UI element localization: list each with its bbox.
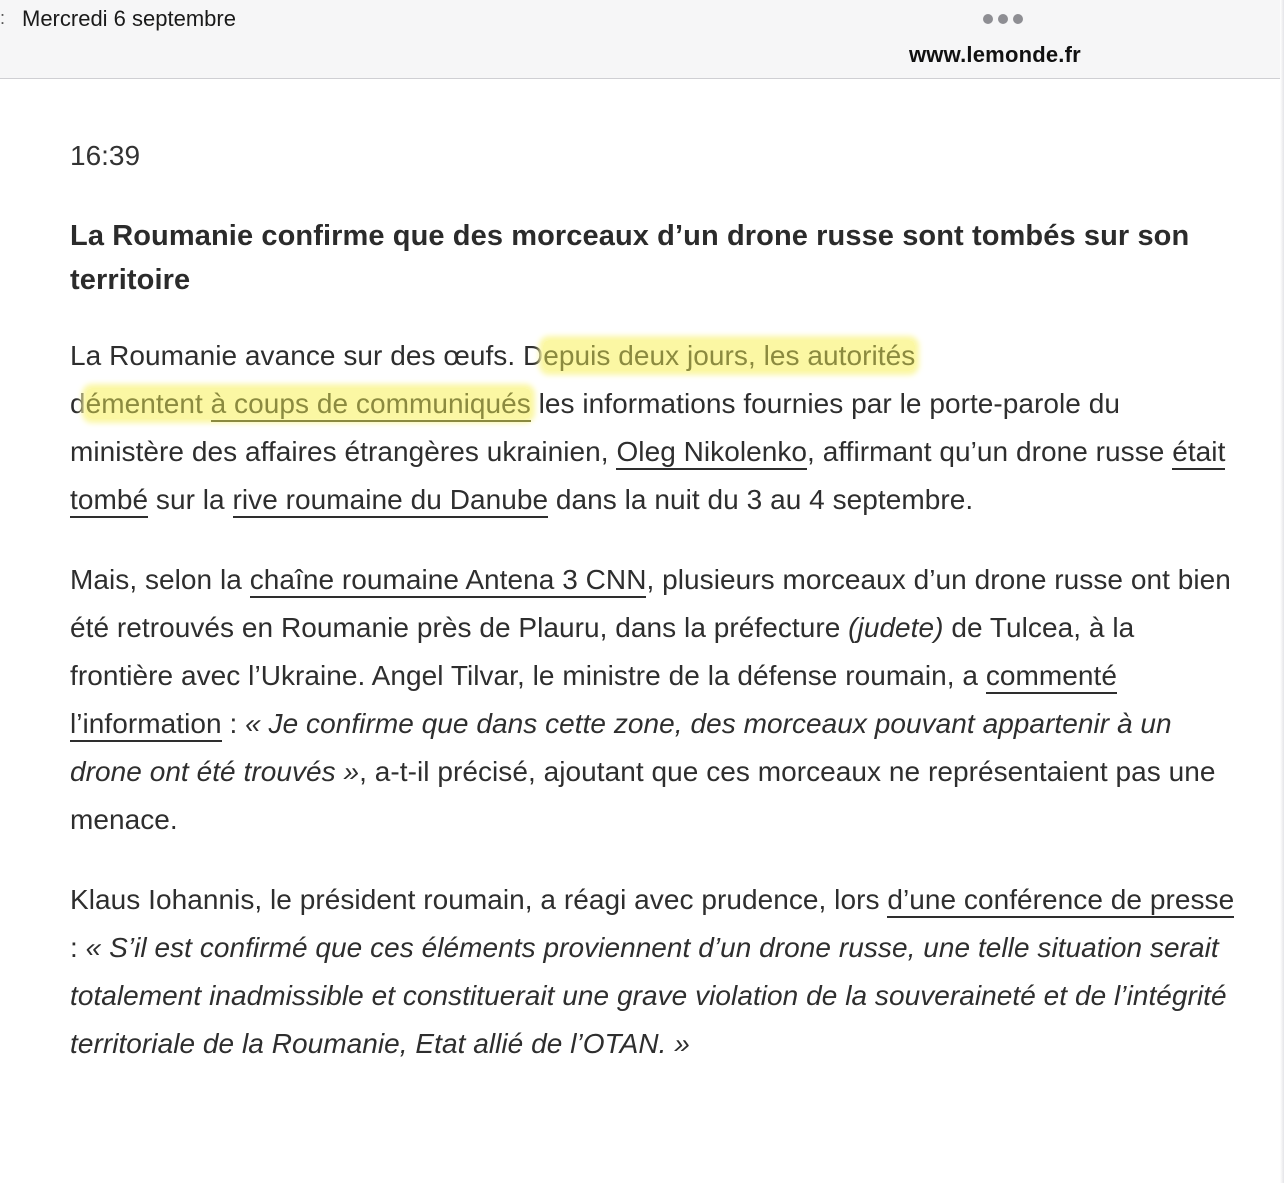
italic-term: (judete) bbox=[848, 612, 944, 643]
text: , a-t-il précisé, ajoutant que ces morceaux ne représentaient pas une menace. bbox=[70, 756, 1216, 835]
text: : bbox=[70, 932, 86, 963]
link-communiques[interactable]: à coups de communiqués bbox=[211, 388, 531, 422]
url-label[interactable]: www.lemonde.fr bbox=[909, 42, 1081, 67]
text: dans la nuit du 3 au 4 septembre. bbox=[548, 484, 974, 515]
link-conference-de-presse[interactable]: d’une conférence de presse bbox=[887, 884, 1234, 918]
text: La Roumanie avance sur des œufs. D bbox=[70, 340, 544, 371]
status-date: Mercredi 6 septembre bbox=[22, 6, 236, 31]
live-article bbox=[70, 120, 1240, 1068]
link-etait-tombe[interactable]: était tombé bbox=[70, 436, 1225, 518]
text: sur la bbox=[148, 484, 233, 515]
highlight bbox=[86, 388, 531, 419]
text: Mais, selon la bbox=[70, 564, 250, 595]
link-oleg-nikolenko[interactable]: Oleg Nikolenko bbox=[616, 436, 807, 470]
highlighted-text: epuis deux jours, les autorités bbox=[543, 340, 916, 371]
dot bbox=[1013, 14, 1023, 24]
text: d bbox=[70, 388, 86, 419]
text: Klaus Iohannis, le président roumain, a réagi avec prudence, lors bbox=[70, 884, 888, 915]
text: , affirmant qu’un drone russe bbox=[807, 436, 1173, 467]
text: , plusieurs morceaux d’un drone russe ont bien été retrouvés en Roumanie près de Plauru, dans la préfecture bbox=[70, 564, 1231, 643]
text: : bbox=[221, 708, 246, 739]
ellipsis-icon[interactable] bbox=[983, 14, 1023, 24]
browser-status-bar bbox=[0, 0, 1284, 79]
scroll-edge bbox=[1280, 0, 1284, 1183]
quote: « Je confirme que dans cette zone, des morceaux pouvant appartenir à un drone ont été trouvés » bbox=[70, 708, 1172, 787]
post-time: 16:39 bbox=[70, 140, 141, 171]
link-commente-information[interactable]: commenté l’information bbox=[70, 660, 1117, 742]
paragraph-3 bbox=[70, 876, 1240, 1068]
quote: « S’il est confirmé que ces éléments proviennent d’un drone russe, une telle situation serait totalement inadmissible et constituerait une grave violation de la souveraineté et de l’intégrité territoriale de la Roumanie, Etat allié de l’OTAN. » bbox=[70, 932, 1227, 1059]
dot bbox=[998, 14, 1008, 24]
paragraph-1 bbox=[70, 332, 1240, 524]
status-left bbox=[0, 6, 236, 32]
highlighted-text: émentent bbox=[85, 388, 211, 419]
paragraph-2 bbox=[70, 556, 1240, 844]
post-headline: La Roumanie confirme que des morceaux d’un drone russe sont tombés sur son territoire bbox=[70, 220, 1190, 296]
highlight bbox=[543, 340, 915, 371]
sidebar-edge-icon[interactable]: : bbox=[0, 8, 6, 28]
link-antena-3-cnn[interactable]: chaîne roumaine Antena 3 CNN bbox=[250, 564, 647, 598]
dot bbox=[983, 14, 993, 24]
text: les informations fournies par le porte-parole du ministère des affaires étrangères ukrainien, bbox=[70, 388, 1121, 467]
link-rive-roumaine[interactable]: rive roumaine du Danube bbox=[233, 484, 549, 518]
text: de Tulcea, à la frontière avec l’Ukraine. Angel Tilvar, le ministre de la défense roumain, a bbox=[70, 612, 1135, 691]
